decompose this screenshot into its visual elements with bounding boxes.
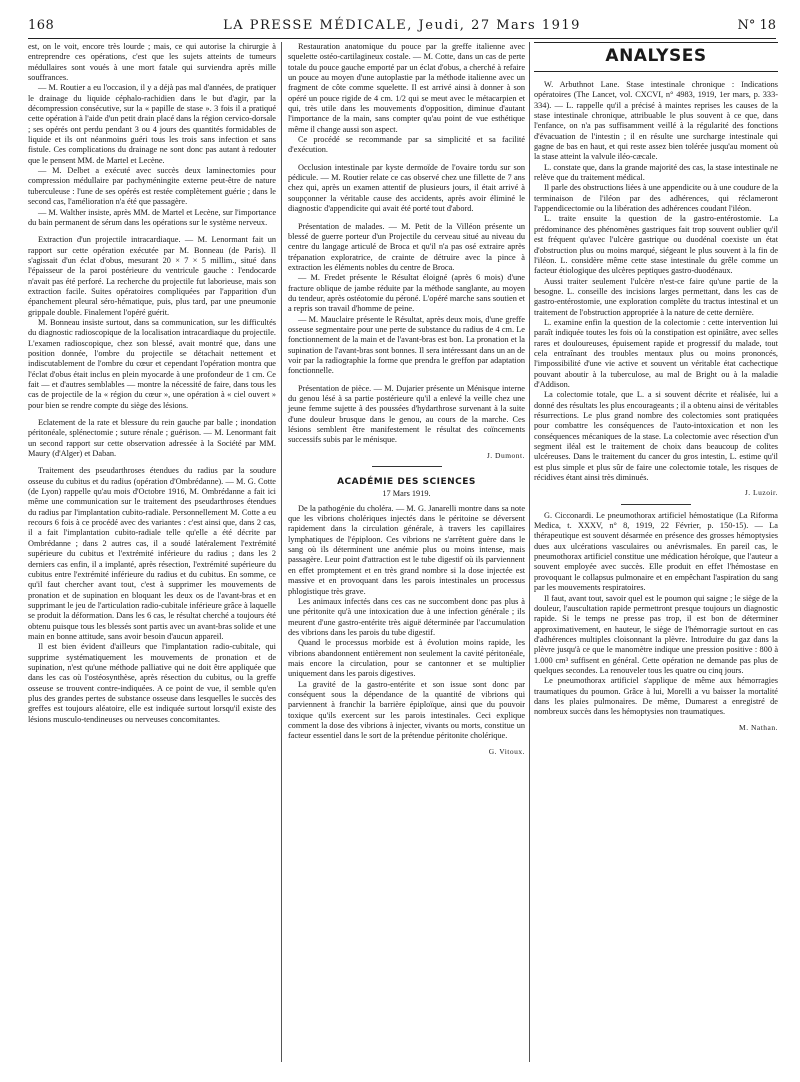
paragraph: M. Bonneau insiste surtout, dans sa communication, sur les difficultés du diagnostic radioscopique de la localisation intracardiaque du projectile. L'examen radioscopique, chez son blessé, avait montré que, dans une position donnée, l'ombre du projectile se détachait nettement et indiscutablement de l'ombre du cœur et cependant l'opération montra que l'éclat d'obus était inclus en plein myocarde à une profondeur de 1 cm. Ce fait — et d'autres semblables — montre la nécessité de faire, dans tous les cas de projectile de la « région du cœur », une opération à « ciel ouvert » pour bien se rendre compte du siège des lésions.: [28, 317, 276, 410]
paragraph: L. constate que, dans la grande majorité des cas, la stase intestinale ne relève que du traitement médical.: [534, 162, 778, 183]
paragraph: Les animaux infectés dans ces cas ne succombent donc pas plus à une péritonite qu'à une intoxication due à une infection générale ; ils meurent d'une gastro-entérite très aiguë déterminée par l'accumulation des vibrions dans les parois du tube digestif.: [288, 596, 525, 637]
paragraph: Présentation de pièce. — M. Dujarier présente un Ménisque interne du genou lésé à sa partie postérieure qu'il a enlevé la veille chez une jeune femme sujette à des poussées d'hydarthrose survenant à la suite d'une douleur brusque dans le genou, au cours de la marche. Ces lésions semblent être manifestement le résultat des coïncements successifs subis par le ménisque.: [288, 383, 525, 445]
paragraph: — M. Fredet présente le Résultat éloigné (après 6 mois) d'une fracture oblique de jambe réduite par la méthode sanglante, au moyen du tendeur, après ostéotomie du péroné. L'opéré marche sans soutien et a repris son travail d'homme de peine.: [288, 273, 525, 314]
paragraph: Eclatement de la rate et blessure du rein gauche par balle ; inondation péritonéale, splénectomie ; suture rénale ; guérison. — M. Lenormant fait un second rapport sur cette observation adressée à la Société par MM. Maury (d'Alger) et Daban.: [28, 418, 276, 459]
signature: J. Dumont.: [486, 450, 525, 460]
page-header: [28, 18, 776, 39]
paragraph: La gravité de la gastro-entérite et son issue sont donc par conséquent sous la dépendance de la quantité de vibrions qui parviennent à franchir la barrière épiploïque, ainsi que du pouvoir toxique qu'ils exercent sur les parois intestinales. Ceci explique comment la dose des vibrions à injecter, vivants ou morts, constitue un facteur essentiel dans le sort de la prétendue péritonite cholérique.: [288, 679, 525, 741]
column-1: [28, 42, 276, 725]
paragraph: — M. Walther insiste, après MM. de Martel et Lecène, sur l'importance du bain permanent de sérum dans les opérations sur le système nerveux.: [28, 207, 276, 227]
column-2: [288, 42, 525, 757]
paragraph: Occlusion intestinale par kyste dermoïde de l'ovaire tordu sur son pédicule. — M. Routier relate ce cas observé chez une fillette de 7 ans chez qui, après un examen attentif de plusieurs jours, il était arrivé à soupçonner la véritable cause des accidents, après avoir éliminé le diagnostic d'appendicite qui avait été porté tout d'abord.: [288, 162, 525, 214]
signature: J. Luzoir.: [744, 488, 778, 498]
paragraph: — M. Routier a eu l'occasion, il y a déjà pas mal d'années, de pratiquer le drainage du liquide céphalo-rachidien dans le but d'agir, par la décompression consécutive, sur la « papille de stase ». 3 fois il a pratiqué cette opération à l'aide d'un petit drain placé dans la région cervico-dorsale ; ses opérés ont perdu pendant 3 ou 4 jours des quantités formidables de liquide et ils ont néanmoins guéri tous les trois sans infection et sans fistule. Ces complications du drainage ne sont donc pas autant à redouter que le pensent MM. de Martel et Lecène.: [28, 83, 276, 165]
paragraph: est, on le voit, encore très lourde ; mais, ce qui autorise la chirurgie à entreprendre ces opérations, c'est que les sujets atteints de tumeurs médullaires sont voués à une mort fatale qui surviendra après mille souffrances.: [28, 42, 276, 83]
paragraph: Extraction d'un projectile intracardiaque. — M. Lenormant fait un rapport sur cette opération exécutée par M. Bonneau (de Paris). Il s'agissait d'un éclat d'obus, mesurant 20 × 7 × 5 millim., situé dans l'épaisseur de la paroi postérieure du ventricule gauche : l'endocarde n'avait pas été perforé. La recherche du projectile fut laborieuse, mais son extraction facile. Suites opératoires compliquées par l'apparition d'un épanchement pleural séro-hématique, puis, plus tard, par une pneumonie grippale double. Finalement l'opéré guérit.: [28, 235, 276, 317]
paragraph: La colectomie totale, que L. a si souvent décrite et réalisée, lui a donné des résultats les plus encourageants ; il a obtenu ainsi de véritables résurrections. Le plus grand nombre des colectomies sont pratiquées pour combattre les conséquences de l'auto-intoxication et non les conséquences mécaniques de la stase. La colectomie avec résection d'un segment iléal est le traitement de choix dans beaucoup de colites ulcéreuses. Dans le traitement du cancer du gros intestin, L. estime qu'il est plus simple et plus sûr de faire une colectomie totale, les risques de récidives étant ainsi très diminués.: [534, 390, 778, 483]
signature: M. Nathan.: [739, 722, 778, 732]
paragraph: Quand le processus morbide est à évolution moins rapide, les vibrions abandonnent entièrement non seulement la cavité péritonéale, mais encore la circulation, pour se cantonner et se multiplier uniquement dans les parois digestives.: [288, 638, 525, 679]
section-title: ACADÉMIE DES SCIENCES: [337, 477, 476, 488]
issue-number: N° 18: [737, 18, 776, 33]
column-rule-1: [281, 42, 282, 1062]
paragraph: Le pneumothorax artificiel s'applique de même aux hémorragies traumatiques du poumon. Grâce à lui, Morelli a vu baisser la mortalité dans les plaies pulmonaires. De même, Dumarest a enregistré de nombreux succès dans les hémoptysies non traumatiques.: [534, 676, 778, 717]
paragraph: Traitement des pseudarthroses étendues du radius par la soudure osseuse du cubitus et du radius (opération d'Ombrédanne). — M. G. Cotte (de Lyon) rappelle qu'au mois d'Octobre 1916, M. Ombrédanne a fait ici même une communication sur le traitement des pseudarthroses étendues du radius par l'implantation cubito-radiale. Personnellement M. Cotte a eu recours 6 fois à ce procédé avec des variantes : c'est ainsi que, dans 2 cas, il a fait l'implantation cubito-radiale telle qu'elle a été décrite par Ombrédanne ; dans 2 autres cas, il a soudé latéralement l'extrémité supérieure du cubitus et l'extrémité inférieure du radius ; dans les 2 derniers cas enfin, il a implanté, après résection, l'extrémité supérieure du cubitus entre l'extrémité inférieure du radius et du cubitus. En somme, ce qu'il faut chercher avant tout, c'est à supprimer les mouvements de pronation et de supination en bloquant les deux os de l'avant-bras et en supprimant le jeu de l'articulation radio-cubitale inférieure grâce à laquelle se produit la déformation. Dans les 6 cas, le résultat cherché a toujours été obtenu puisque tous les blessés sont partis avec un avant-bras solide et une main en bonne attitude, sans avoir besoin d'aucun appareil.: [28, 466, 276, 641]
column-rule-2: [529, 42, 530, 1062]
paragraph: Aussi traiter seulement l'ulcère n'est-ce faire qu'une partie de la besogne. L. conseille des incisions larges permettant, dans les cas de gastro-entérostomie, une exploration complète du tractus intestinal et un traitement de l'obstruction appropriée à la nature de cette dernière.: [534, 276, 778, 317]
section-date: 17 Mars 1919.: [382, 489, 431, 499]
paragraph: Il faut, avant tout, savoir quel est le poumon qui saigne ; le siège de la douleur, l'auscultation rapide permettront presque toujours un diagnostic rapide. Si le temps ne presse pas trop, il est bon de déterminer approximativement, en hauteur, le siège de l'hémorragie surtout en cas d'adhérences multiples cloisonnant la plèvre. Introduire du gaz dans la plèvre jusqu'à ce que le manomètre indique une pression positive : 800 à 1.000 cm³ suffisent en général. Cette opération ne demande pas plus de quelques secondes. La renouveler tous les quatre ou cinq jours.: [534, 593, 778, 675]
paragraph: W. Arbuthnot Lane. Stase intestinale chronique : Indications opératoires (The Lancet, vol. CXCVI, n° 4983, 1919, 1er mars, p. 333-334). — L. rappelle qu'il a précisé à maintes reprises les causes de la stase intestinale chronique, attribuable le plus souvent à ce que, dans l'enfance, on n'a pas suffisamment veillé à la régularité des fonctions d'évacuation de l'intestin ; il en résulte une surcharge intestinale qui gagne de bas en haut, et qui reste assez bien tolérée jusqu'au moment où la stase atteint la valvule iléo-cæcale.: [534, 80, 778, 162]
paragraph: G. Cicconardi. Le pneumothorax artificiel hémostatique (La Riforma Medica, t. XXXV, n° 8, 1919, 22 Février, p. 150-15). — La thérapeutique est souvent désarmée en présence des grosses hémoptysies dues aux ulcérations vasculaires ou anévrismales. En pareil cas, le pneumothorax artificiel constitue une médication héroïque, que l'auteur a souvent employée avec succès. Elle produit en effet l'hémostase en provoquant le collapsus pulmonaire et en empêchant l'aspiration du sang par les mouvements respiratoires.: [534, 510, 778, 593]
paragraph: Il parle des obstructions liées à une appendicite ou à une coudure de la terminaison de l'iléon par des adhérences, qui réclameront l'appendicectomie ou la libération des adhérences coudant l'iléon.: [534, 183, 778, 214]
paragraph: Il est bien évident d'ailleurs que l'implantation radio-cubitale, qui supprime systématiquement les mouvements de pronation et de supination, n'est qu'une méthode palliative qui ne doit être appliquée que dans les cas où l'ostéosynthèse, après résection du cubitus, ou la greffe osseuse se trouvent contre-indiquées. A ce point de vue, il semble qu'en plus des grandes pertes de substance osseuse dans lesquelles le succès des greffes est toujours aléatoire, elle est indiquée surtout lorsqu'il existe des lésions musculo-tendineuses ou nerveuses concomitantes.: [28, 642, 276, 724]
paragraph: L. examine enfin la question de la colectomie : cette intervention lui paraît indiquée toutes les fois où la constipation est opiniâtre, avec selles rares et douloureuses, épuisement rapide et progressif du malade, tout cela entraînant des troubles mentaux plus ou moins prononcés, l'impossibilité d'une vie active et souvent un véritable état cachectique pouvant aboutir à la tuberculose, au mal de Bright ou à la maladie d'Addison.: [534, 317, 778, 389]
divider: [372, 466, 442, 467]
page-number: 168: [28, 18, 55, 33]
analyses-title: ANALYSES: [534, 42, 778, 72]
paragraph: — M. Mauclaire présente le Résultat, après deux mois, d'une greffe osseuse segmentaire pour une perte de substance du radius de 4 cm. Le fonctionnement de la main et de l'avant-bras est bon. La pronation et la supination de l'avant-bras sont bonnes. Il sera intéressant dans un an de voir par la radiographie la forme que prendra le greffon par adaptation fonctionnelle.: [288, 314, 525, 376]
journal-title: LA PRESSE MÉDICALE, Jeudi, 27 Mars 1919: [223, 18, 581, 33]
signature: G. Vitoux.: [488, 746, 525, 756]
column-3: [534, 42, 778, 733]
paragraph: Ce procédé se recommande par sa simplicité et sa facilité d'exécution.: [288, 135, 525, 155]
paragraph: L. traite ensuite la question de la gastro-entérostomie. La prédominance des phénomènes gastriques fait trop souvent oublier qu'il est fréquent qu'avec l'ulcère gastrique ou duodénal coexiste un état d'obstruction plus ou moins marqué, siégeant le plus souvent à la fin de l'iléon. L. considère même cette stase intestinale du grêle comme un facteur étiologique des ulcères peptiques gastro-duodénaux.: [534, 214, 778, 276]
paragraph: — M. Delbet a exécuté avec succès deux laminectomies pour compression médullaire par pachyméningite externe peut-être de nature tuberculeuse : l'une de ses opérés est restée complètement guérie ; dans le second cas, l'amélioration n'a été que passagère.: [28, 166, 276, 207]
paragraph: Présentation de malades. — M. Petit de la Villéon présente un blessé de guerre porteur d'un Projectile du cerveau situé au niveau du centre du langage articulé de Broca et qu'il n'a pas osé extraire après trépanation exploratrice, de crainte de détruire avec la pince à extraction les éléments nobles du centre de Broca.: [288, 221, 525, 272]
divider: [621, 504, 691, 505]
paragraph: De la pathogénie du choléra. — M. G. Janarelli montre dans sa note que les vibrions cholériques injectés dans le péritoine se déversent rapidement dans la circulation générale, à travers les capillaires lymphatiques de l'épiploon. Ces vibrions ne s'arrêtent guère dans le sang où ils déterminent une anémie plus ou moins intense, mais passagère. Leur point d'attraction est le tube digestif où ils parviennent en effet promptement et en très grand nombre si la dose injectée est massive et en provoquant dans les parois intestinales un processus phlogistique très grave.: [288, 503, 525, 596]
paragraph: Restauration anatomique du pouce par la greffe italienne avec squelette ostéo-cartilagineux costale. — M. Cotte, dans un cas de perte totale du pouce gauche emporté par un éclat d'obus, a cherché à refaire un pouce au moyen d'une autoplastie par la méthode italienne avec un fragment de côte comme squelette. Il est arrivé ainsi à donner à son opéré un pouce rigide de 4 cm. 1/2 qui se meut avec le métacarpien et qui, très utile dans les mouvements d'opposition, diminue d'autant l'importance de la main, sans compter qu'au point de vue esthétique même il change aussi son aspect.: [288, 42, 525, 134]
